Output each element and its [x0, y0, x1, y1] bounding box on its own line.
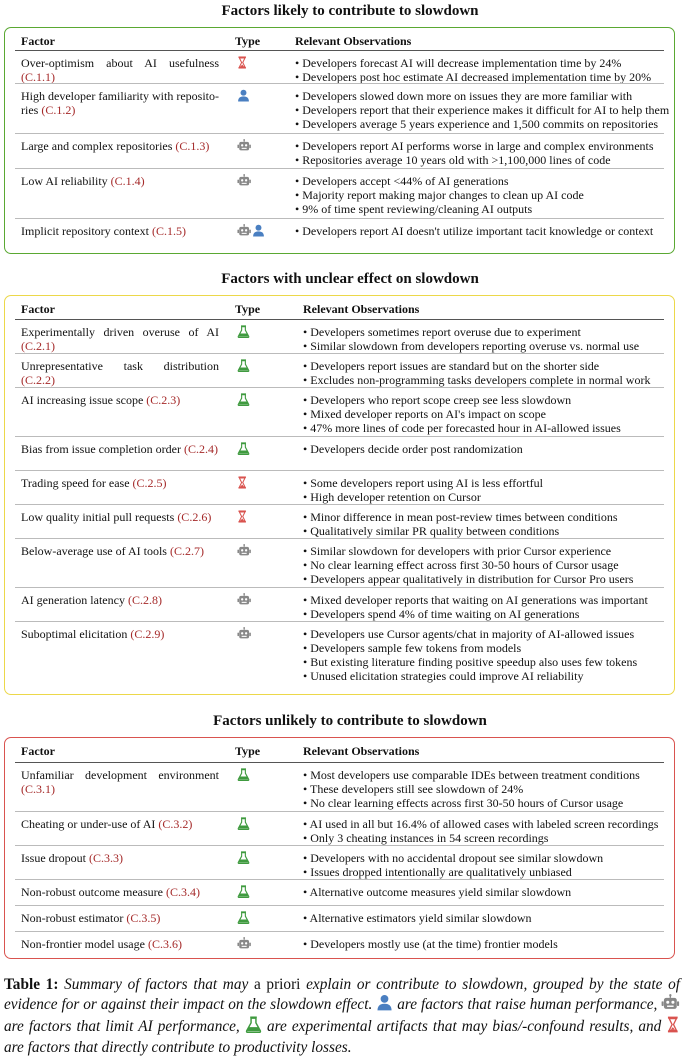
- header-type: Type: [235, 34, 261, 48]
- caption-text-5: are factors that limit AI performance,: [4, 1018, 240, 1035]
- observation-item: • No clear learning effect across first 30-50 hours of Cursor usage: [303, 558, 619, 572]
- factor-reference: (C.3.1): [21, 782, 55, 796]
- section-title-likely: Factors likely to contribute to slowdown: [221, 3, 479, 19]
- observation-item: • Developers sample few tokens from models: [303, 641, 522, 655]
- table-unlikely: [4, 737, 675, 959]
- observation-item: • Repositories average 10 years old with >1,100,000 lines of code: [295, 153, 611, 167]
- factor-reference: (C.2.6): [177, 510, 212, 524]
- observation-item: • Developers decide order post randomization: [303, 442, 523, 456]
- factor-name: Below-average use of AI tools: [21, 544, 170, 558]
- header-type: Type: [235, 744, 261, 758]
- observation-item: • No clear learning effects across first 30-50 hours of Cursor usage: [303, 796, 624, 810]
- observation-item: • AI used in all but 16.4% of allowed cases with labeled screen recordings: [303, 817, 659, 831]
- observations-cell: [303, 442, 678, 456]
- type-cell: [237, 768, 293, 784]
- observation-item: • Mixed developer reports that waiting on AI generations was important: [303, 593, 648, 607]
- caption-text-2: a priori: [253, 976, 301, 993]
- factor-cell: [21, 174, 219, 188]
- observation-item: • Developers accept <44% of AI generations: [295, 174, 509, 188]
- type-cell: [237, 359, 293, 375]
- type-cell: [237, 89, 293, 105]
- factor-name: Issue dropout: [21, 851, 89, 865]
- observation-item: • Excludes non-programming tasks developers complete in normal work: [303, 373, 651, 387]
- observations-cell: [303, 359, 678, 387]
- header-factor: Factor: [21, 302, 55, 316]
- observations-cell: [303, 476, 678, 504]
- factor-cell: [21, 885, 219, 899]
- factor-reference: (C.3.2): [158, 817, 193, 831]
- type-cell: [237, 817, 293, 833]
- row-divider: [15, 319, 664, 320]
- row-divider: [15, 133, 664, 134]
- observations-cell: [303, 851, 678, 879]
- factor-cell: [21, 911, 219, 925]
- type-cell: [237, 56, 293, 72]
- factor-reference: (C.3.6): [147, 937, 182, 951]
- observation-item: • Only 3 cheating instances in 54 screen recordings: [303, 831, 549, 845]
- flask-icon: [237, 768, 250, 784]
- row-divider: [15, 621, 664, 622]
- factor-name: Low quality initial pull requests: [21, 510, 178, 524]
- factor-cell: [21, 476, 219, 490]
- type-cell: [237, 139, 293, 155]
- factor-cell: [21, 817, 219, 831]
- factor-cell: [21, 768, 219, 796]
- observation-item: • But existing literature finding positive speedup also uses few tokens: [303, 655, 638, 669]
- factor-name: Non-robust estimator: [21, 911, 127, 925]
- factor-name: High developer familiarity with reposito-ries: [21, 89, 219, 117]
- observation-item: • Developers mostly use (at the time) frontier models: [303, 937, 558, 951]
- caption-text-1: Summary of factors that may: [64, 976, 249, 993]
- flask-icon: [237, 911, 250, 927]
- row-divider: [15, 218, 664, 219]
- flask-icon: [237, 851, 250, 867]
- factor-cell: [21, 937, 219, 951]
- robot-icon: [237, 544, 251, 560]
- factor-name: Suboptimal elicitation: [21, 627, 131, 641]
- type-cell: [237, 627, 293, 643]
- person-icon: [376, 994, 393, 1016]
- table-likely: [4, 27, 675, 254]
- observations-cell: [303, 393, 678, 435]
- observation-item: • Similar slowdown from developers reporting overuse vs. normal use: [303, 339, 640, 353]
- observation-item: • Developers average 5 years experience and 1,500 commits on repositories: [295, 117, 659, 131]
- observations-cell: [295, 174, 670, 216]
- factor-name: Experimentally driven overuse of AI: [21, 325, 219, 339]
- observation-item: • Developers report issues are standard but on the shorter side: [303, 359, 600, 373]
- observation-item: • Majority report making major changes to clean up AI code: [295, 188, 584, 202]
- observation-item: • High developer retention on Cursor: [303, 490, 481, 504]
- caption-text-6: are experimental artifacts that may bias/-confound results, and: [266, 1018, 662, 1035]
- row-divider: [15, 353, 664, 354]
- observation-item: • Alternative estimators yield similar slowdown: [303, 911, 532, 925]
- table-unclear: [4, 295, 675, 695]
- observation-item: • These developers still see slowdown of 24%: [303, 782, 524, 796]
- robot-icon: [237, 139, 251, 155]
- factor-name: Trading speed for ease: [21, 476, 133, 490]
- factor-cell: [21, 325, 219, 353]
- type-cell: [237, 885, 293, 901]
- factor-reference: (C.2.1): [21, 339, 55, 353]
- factor-cell: [21, 359, 219, 387]
- robot-icon: [661, 994, 680, 1016]
- hourglass-icon: [237, 476, 247, 492]
- observation-item: • Most developers use comparable IDEs between treatment conditions: [303, 768, 640, 782]
- observation-item: • Developers who report scope creep see less slowdown: [303, 393, 572, 407]
- observations-cell: [295, 89, 670, 131]
- factor-cell: [21, 139, 219, 153]
- type-cell: [237, 224, 293, 240]
- caption-text-7: are factors that directly contribute to productivity losses.: [4, 1039, 352, 1056]
- section-title-unlikely: Factors unlikely to contribute to slowdown: [213, 713, 487, 729]
- factor-cell: [21, 627, 219, 641]
- factor-name: Bias from issue completion order: [21, 442, 184, 456]
- observations-cell: [295, 139, 670, 167]
- factor-reference: (C.1.3): [175, 139, 210, 153]
- observation-item: • Developers report AI doesn't utilize important tacit knowledge or context: [295, 224, 654, 238]
- factor-reference: (C.2.9): [130, 627, 165, 641]
- observation-item: • Similar slowdown for developers with prior Cursor experience: [303, 544, 612, 558]
- row-divider: [15, 168, 664, 169]
- observations-cell: [303, 817, 678, 845]
- flask-icon: [237, 442, 250, 458]
- factor-reference: (C.3.4): [165, 885, 200, 899]
- observations-cell: [303, 627, 678, 683]
- row-divider: [15, 587, 664, 588]
- observations-cell: [295, 56, 670, 84]
- observation-item: • Alternative outcome measures yield similar slowdown: [303, 885, 572, 899]
- type-cell: [237, 911, 293, 927]
- factor-name: Cheating or under-use of AI: [21, 817, 159, 831]
- observation-item: • Developers post hoc estimate AI decreased implementation time by 20%: [295, 70, 652, 84]
- factor-name: Unrepresentative task distribution: [21, 359, 219, 373]
- type-cell: [237, 544, 293, 560]
- flask-icon: [237, 325, 250, 341]
- factor-name: AI generation latency: [21, 593, 128, 607]
- observations-cell: [303, 911, 678, 925]
- factor-cell: [21, 544, 219, 558]
- header-observations: Relevant Observations: [303, 302, 420, 316]
- robot-icon: [237, 224, 251, 240]
- factor-reference: (C.1.2): [41, 103, 76, 117]
- flask-icon: [237, 885, 250, 901]
- observations-cell: [303, 325, 678, 353]
- row-divider: [15, 905, 664, 906]
- person-icon: [237, 89, 250, 105]
- row-divider: [15, 931, 664, 932]
- observations-cell: [303, 768, 678, 810]
- observations-cell: [303, 510, 678, 538]
- factor-reference: (C.1.1): [21, 70, 55, 84]
- hourglass-icon: [666, 1016, 680, 1038]
- row-divider: [15, 387, 664, 388]
- caption-text-3: explain or contribute to slowdown, grouped by the state of evidence for or against their impact on the slowdown effect.: [4, 976, 680, 1013]
- header-observations: Relevant Observations: [303, 744, 420, 758]
- section-title-unclear: Factors with unclear effect on slowdown: [221, 271, 479, 287]
- row-divider: [15, 83, 664, 84]
- factor-name: AI increasing issue scope: [21, 393, 147, 407]
- observation-item: • Qualitatively similar PR quality between conditions: [303, 524, 560, 538]
- header-observations: Relevant Observations: [295, 34, 412, 48]
- factor-reference: (C.1.4): [110, 174, 145, 188]
- flask-icon: [237, 393, 250, 409]
- observation-item: • Developers use Cursor agents/chat in majority of AI-allowed issues: [303, 627, 635, 641]
- factor-name: Implicit repository context: [21, 224, 152, 238]
- type-cell: [237, 442, 293, 458]
- factor-reference: (C.2.5): [132, 476, 167, 490]
- factor-cell: [21, 442, 219, 456]
- factor-name: Unfamiliar development environment: [21, 768, 219, 782]
- observations-cell: [303, 937, 678, 951]
- observation-item: • Developers sometimes report overuse due to experiment: [303, 325, 581, 339]
- row-divider: [15, 50, 664, 51]
- type-cell: [237, 937, 293, 953]
- observations-cell: [303, 593, 678, 621]
- factor-reference: (C.2.4): [183, 442, 218, 456]
- row-divider: [15, 436, 664, 437]
- hourglass-icon: [237, 510, 247, 526]
- row-divider: [15, 811, 664, 812]
- factor-reference: (C.2.2): [21, 373, 55, 387]
- observation-item: • Developers with no accidental dropout see similar slowdown: [303, 851, 604, 865]
- observation-item: • Mixed developer reports on AI's impact on scope: [303, 407, 546, 421]
- factor-name: Large and complex repositories: [21, 139, 176, 153]
- factor-cell: [21, 593, 219, 607]
- observations-cell: [295, 224, 670, 238]
- observation-item: • Minor difference in mean post-review times between conditions: [303, 510, 618, 524]
- type-cell: [237, 593, 293, 609]
- observation-item: • 9% of time spent reviewing/cleaning AI outputs: [295, 202, 533, 216]
- header-factor: Factor: [21, 34, 55, 48]
- observation-item: • Developers forecast AI will decrease implementation time by 24%: [295, 56, 622, 70]
- factor-reference: (C.3.5): [126, 911, 161, 925]
- observation-item: • Developers spend 4% of time waiting on AI generations: [303, 607, 580, 621]
- person-icon: [252, 224, 265, 240]
- flask-icon: [245, 1016, 262, 1038]
- observation-item: • Unused elicitation strategies could improve AI reliability: [303, 669, 584, 683]
- type-cell: [237, 325, 293, 341]
- observation-item: • 47% more lines of code per forecasted hour in AI-allowed issues: [303, 421, 621, 435]
- factor-reference: (C.2.8): [127, 593, 162, 607]
- factor-cell: [21, 393, 219, 407]
- factor-cell: [21, 224, 219, 238]
- observation-item: • Developers report that their experience makes it difficult for AI to help them: [295, 103, 670, 117]
- type-cell: [237, 393, 293, 409]
- robot-icon: [237, 593, 251, 609]
- table-caption: [4, 975, 680, 1057]
- factor-name: Non-frontier model usage: [21, 937, 148, 951]
- observation-item: • Developers report AI performs worse in large and complex environments: [295, 139, 654, 153]
- robot-icon: [237, 627, 251, 643]
- observations-cell: [303, 544, 678, 586]
- type-cell: [237, 851, 293, 867]
- factor-cell: [21, 56, 219, 84]
- row-divider: [15, 845, 664, 846]
- flask-icon: [237, 817, 250, 833]
- observation-item: • Developers slowed down more on issues they are more familiar with: [295, 89, 633, 103]
- header-type: Type: [235, 302, 261, 316]
- type-cell: [237, 510, 293, 526]
- row-divider: [15, 470, 664, 471]
- type-cell: [237, 174, 293, 190]
- row-divider: [15, 504, 664, 505]
- factor-cell: [21, 89, 219, 117]
- factor-name: Non-robust outcome measure: [21, 885, 166, 899]
- caption-text-4: are factors that raise human performance,: [397, 996, 658, 1013]
- observation-item: • Developers appear qualitatively in distribution for Cursor Pro users: [303, 572, 634, 586]
- factor-reference: (C.1.5): [151, 224, 186, 238]
- factor-name: Low AI reliability: [21, 174, 111, 188]
- row-divider: [15, 538, 664, 539]
- robot-icon: [237, 174, 251, 190]
- row-divider: [15, 762, 664, 763]
- row-divider: [15, 879, 664, 880]
- robot-icon: [237, 937, 251, 953]
- caption-label: Table 1:: [4, 976, 59, 993]
- factor-reference: (C.2.3): [146, 393, 181, 407]
- observation-item: • Issues dropped intentionally are qualitatively unbiased: [303, 865, 572, 879]
- factor-reference: (C.3.3): [89, 851, 123, 865]
- hourglass-icon: [237, 56, 247, 72]
- flask-icon: [237, 359, 250, 375]
- header-factor: Factor: [21, 744, 55, 758]
- observations-cell: [303, 885, 678, 899]
- factor-cell: [21, 851, 219, 865]
- factor-name: Over-optimism about AI usefulness: [21, 56, 219, 70]
- factor-cell: [21, 510, 219, 524]
- type-cell: [237, 476, 293, 492]
- factor-reference: (C.2.7): [169, 544, 204, 558]
- observation-item: • Some developers report using AI is less effortful: [303, 476, 543, 490]
